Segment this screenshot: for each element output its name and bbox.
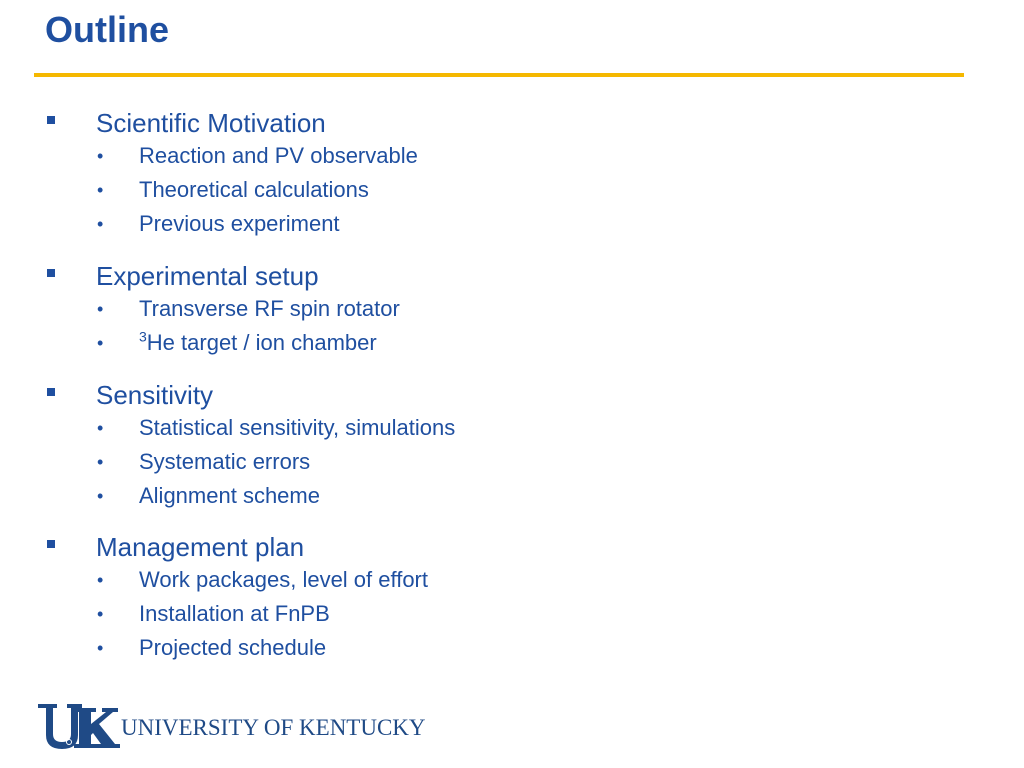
outline-sub-item [139, 415, 455, 441]
uk-logo-mark-icon [38, 704, 120, 750]
sub-bullet-icon: • [97, 638, 104, 658]
section-bullet-icon [47, 388, 55, 396]
sub-bullet-icon: • [97, 299, 104, 319]
sub-item-text: Transverse RF spin rotator [139, 296, 400, 321]
section-bullet-icon [47, 116, 55, 124]
sub-bullet-icon: • [97, 452, 104, 472]
sub-bullet-icon: • [97, 418, 104, 438]
sub-bullet-icon: • [97, 180, 104, 200]
outline-sub-item [139, 635, 326, 661]
section-heading: Experimental setup [96, 261, 319, 291]
section-heading: Management plan [96, 532, 305, 562]
outline-sub-item [139, 567, 428, 593]
section-heading: Sensitivity [96, 380, 214, 410]
outline-sub-item [139, 211, 340, 237]
sub-item-text: Projected schedule [139, 635, 327, 660]
sub-item-text: He target / ion chamber [146, 330, 377, 355]
sub-item-text: Theoretical calculations [139, 177, 369, 202]
sub-bullet-icon: • [97, 604, 104, 624]
outline-sub-item [139, 177, 369, 203]
outline-sub-item [139, 449, 310, 475]
superscript: 3 [139, 328, 147, 345]
outline-sub-item [139, 601, 330, 627]
sub-item-text: Alignment scheme [139, 483, 320, 508]
sub-bullet-icon: • [97, 486, 104, 506]
university-logo [38, 704, 426, 750]
section-bullet-icon [47, 540, 55, 548]
sub-item-text: Installation at FnPB [139, 601, 330, 626]
slide-title: Outline [45, 9, 169, 50]
section-bullet-icon [47, 269, 55, 277]
sub-item-text: Work packages, level of effort [139, 567, 428, 592]
outline-sub-item [139, 296, 400, 322]
outline-sub-item [139, 483, 320, 509]
sub-item-text: Previous experiment [139, 211, 340, 236]
sub-bullet-icon: • [97, 570, 104, 590]
sub-item-text: Reaction and PV observable [139, 143, 418, 168]
sub-bullet-icon: • [97, 146, 104, 166]
sub-bullet-icon: • [97, 214, 104, 234]
sub-item-text: Systematic errors [139, 449, 311, 474]
sub-bullet-icon: • [97, 333, 104, 353]
sub-item-text: Statistical sensitivity, simulations [139, 415, 456, 440]
outline-sub-item [139, 330, 377, 356]
logo-text: UNIVERSITY OF KENTUCKY [121, 715, 426, 740]
outline-sub-item [139, 143, 418, 169]
section-heading: Scientific Motivation [96, 108, 326, 138]
